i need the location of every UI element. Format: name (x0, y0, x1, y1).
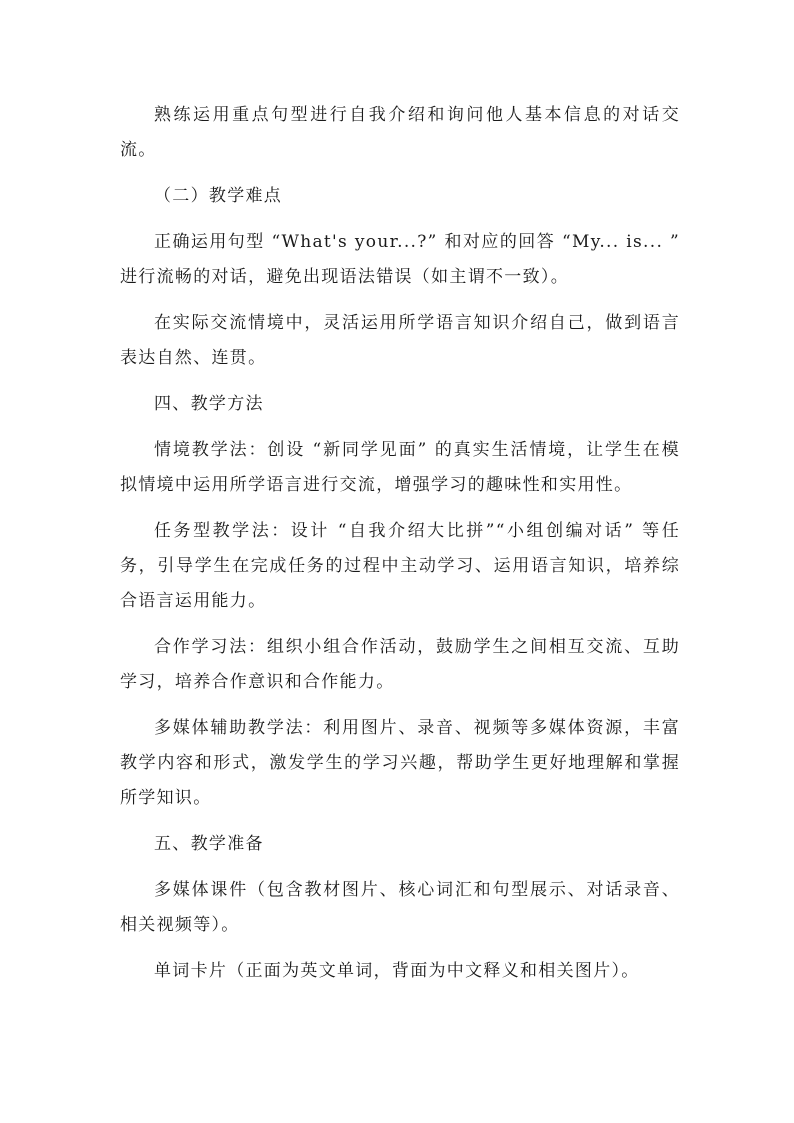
paragraph-8: 合作学习法：组织小组合作活动，鼓励学生之间相互交流、互助学习，培养合作意识和合作能力。 (120, 637, 680, 692)
section-heading-teaching-difficulties: （二）教学难点 (154, 186, 283, 206)
document-body (120, 98, 680, 1000)
section-heading-teaching-preparation: 五、教学准备 (154, 834, 264, 854)
paragraph-3: 正确运用句型 “What's your...?” 和对应的回答 “My... is... ” 进行流畅的对话，避免出现语法错误（如主谓不一致）。 (120, 232, 680, 287)
paragraph-9: 多媒体辅助教学法：利用图片、录音、视频等多媒体资源，丰富教学内容和形式，激发学生的学习兴趣，帮助学生更好地理解和掌握所学知识。 (120, 718, 680, 808)
paragraph-12: 单词卡片（正面为英文单词，背面为中文释义和相关图片）。 (154, 961, 640, 981)
section-heading-teaching-methods: 四、教学方法 (154, 394, 264, 414)
paragraph-4: 在实际交流情境中，灵活运用所学语言知识介绍自己，做到语言表达自然、连贯。 (120, 313, 680, 368)
paragraph-11: 多媒体课件（包含教材图片、核心词汇和句型展示、对话录音、相关视频等）。 (120, 880, 680, 935)
paragraph-7: 任务型教学法：设计 “自我介绍大比拼”“小组创编对话” 等任务，引导学生在完成任务的过程中主动学习、运用语言知识，培养综合语言运用能力。 (120, 521, 680, 611)
paragraph-1: 熟练运用重点句型进行自我介绍和询问他人基本信息的对话交流。 (120, 105, 680, 160)
paragraph-6: 情境教学法：创设 “新同学见面” 的真实生活情境，让学生在模拟情境中运用所学语言进行交流，增强学习的趣味性和实用性。 (120, 440, 680, 495)
